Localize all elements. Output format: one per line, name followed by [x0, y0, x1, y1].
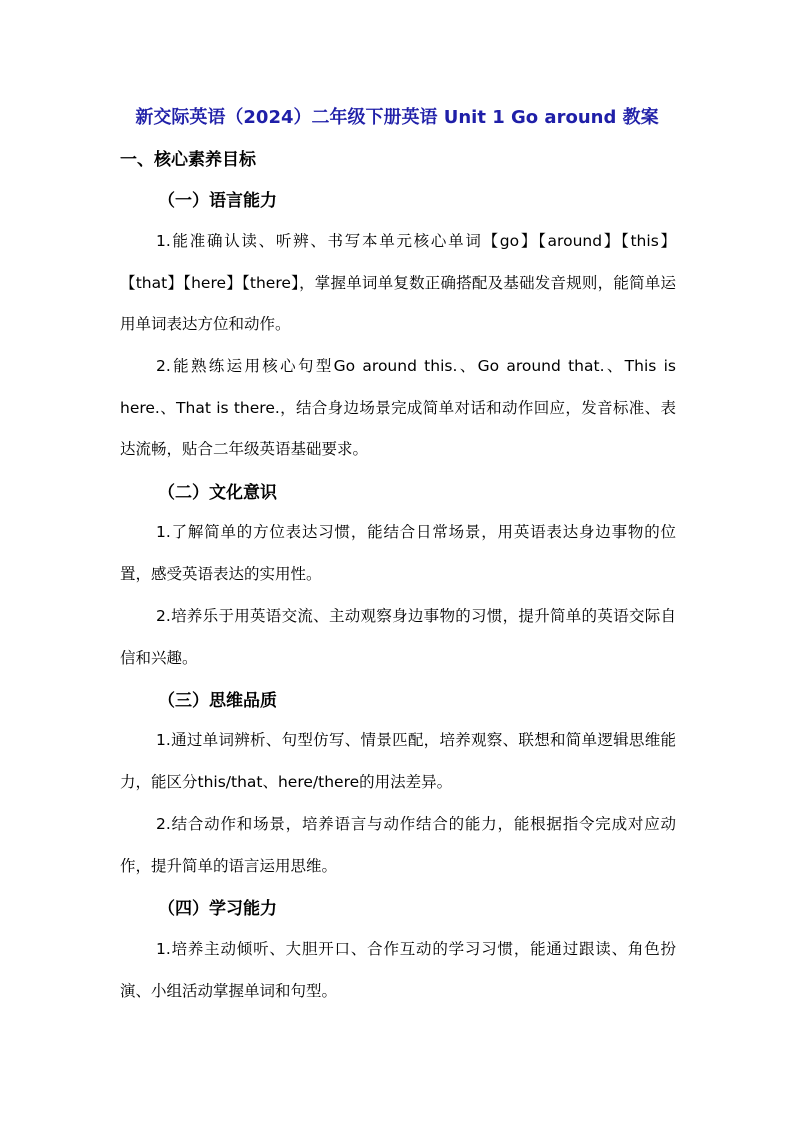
- subsection-heading-thinking: （三）思维品质: [158, 691, 277, 711]
- subsection-heading-learning: （四）学习能力: [158, 899, 277, 919]
- paragraph-culture-1: 1.了解简单的方位表达习惯，能结合日常场景，用英语表达身边事物的位置，感受英语表达的实用性。: [120, 523, 676, 583]
- paragraph-thinking-2: 2.结合动作和场景，培养语言与动作结合的能力，能根据指令完成对应动作，提升简单的语言运用思维。: [120, 815, 676, 875]
- paragraph-thinking-1: 1.通过单词辨析、句型仿写、情景匹配，培养观察、联想和简单逻辑思维能力，能区分this/that、here/there的用法差异。: [120, 731, 676, 791]
- section-heading-core-goals: 一、核心素养目标: [120, 150, 256, 170]
- subsection-heading-culture: （二）文化意识: [158, 483, 277, 503]
- paragraph-language-2: 2.能熟练运用核心句型Go around this.、Go around that.、This is here.、That is there.，结合身边场景完成简单对话和动作回应，发音标准、表达流畅，贴合二年级英语基础要求。: [120, 357, 676, 458]
- paragraph-culture-2: 2.培养乐于用英语交流、主动观察身边事物的习惯，提升简单的英语交际自信和兴趣。: [120, 607, 676, 667]
- document-title: 新交际英语（2024）二年级下册英语 Unit 1 Go around 教案: [135, 107, 659, 128]
- paragraph-language-1: 1.能准确认读、听辨、书写本单元核心单词【go】【around】【this】【that】【here】【there】，掌握单词单复数正确搭配及基础发音规则，能简单运用单词表达方位和动作。: [120, 232, 676, 333]
- subsection-heading-language: （一）语言能力: [158, 191, 277, 211]
- paragraph-learning-1: 1.培养主动倾听、大胆开口、合作互动的学习习惯，能通过跟读、角色扮演、小组活动掌握单词和句型。: [120, 940, 676, 1000]
